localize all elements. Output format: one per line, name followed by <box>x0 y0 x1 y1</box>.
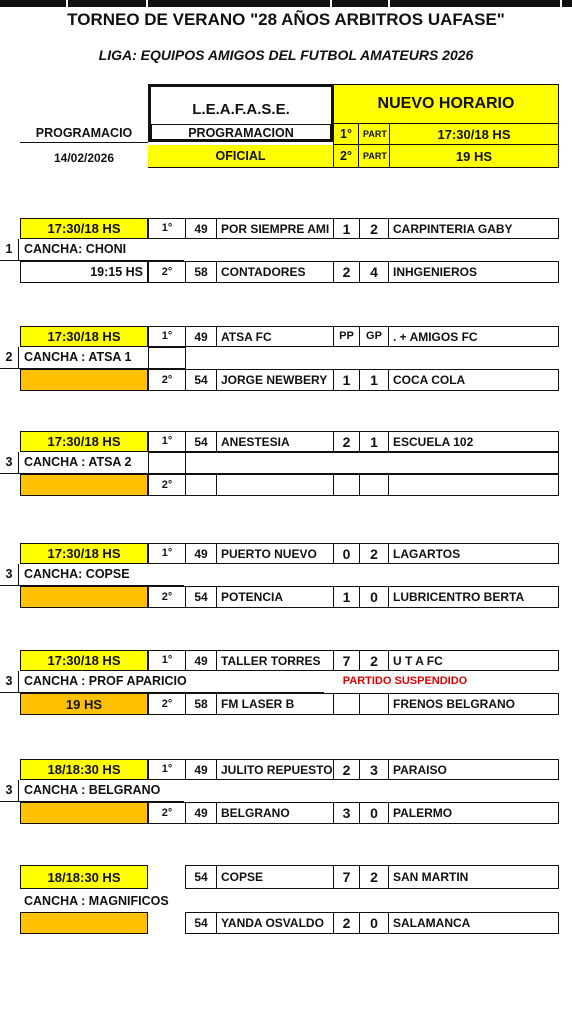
empty-cell <box>148 347 186 369</box>
cancha-name: CANCHA : MAGNIFICOS <box>24 894 169 909</box>
second-time: 19 HS <box>20 693 148 715</box>
page-title: TORNEO DE VERANO "28 AÑOS ARBITROS UAFASE" <box>67 10 505 29</box>
home-team <box>216 474 334 496</box>
home-score: 2 <box>333 261 360 283</box>
home-score: 2 <box>333 912 360 934</box>
match-order: 2° <box>148 474 186 496</box>
match-order: 2° <box>148 802 186 824</box>
block-number: 3 <box>5 455 13 470</box>
page-subtitle: LIGA: EQUIPOS AMIGOS DEL FUTBOL AMATEURS 2026 <box>98 47 474 63</box>
match-category: 58 <box>185 261 217 283</box>
block-number: 2 <box>5 350 13 365</box>
home-team: BELGRANO <box>216 802 334 824</box>
away-score: 3 <box>359 759 389 780</box>
home-team: TALLER TORRES <box>216 650 334 671</box>
match-category: 54 <box>185 912 217 934</box>
match-category: 58 <box>185 693 217 715</box>
empty-cell <box>185 452 559 474</box>
cancha-name: CANCHA: CHONI <box>24 242 127 257</box>
match-order: 1° <box>148 650 186 671</box>
home-score: 7 <box>333 865 360 889</box>
cancha-name: CANCHA: COPSE <box>24 567 130 582</box>
header-part-2: PART <box>358 144 390 168</box>
away-score: 0 <box>359 912 389 934</box>
header-second-time: 19 HS <box>389 144 559 168</box>
cancha-name: CANCHA : ATSA 2 <box>24 455 132 470</box>
match-category: 54 <box>185 431 217 452</box>
block-time: 18/18:30 HS <box>20 759 148 780</box>
home-team: FM LASER B <box>216 693 334 715</box>
match-order: 1° <box>148 218 186 239</box>
cancha-name: CANCHA : PROF APARICIO <box>24 674 187 689</box>
away-score <box>359 693 389 715</box>
home-team: POR SIEMPRE AMI <box>216 218 334 239</box>
second-time <box>20 369 148 391</box>
top-bar <box>0 0 572 7</box>
away-score: 1 <box>359 431 389 452</box>
away-team: FRENOS BELGRANO <box>388 693 559 715</box>
second-time <box>20 474 148 496</box>
cancha-name: CANCHA : ATSA 1 <box>24 350 132 365</box>
block-number: 3 <box>5 674 13 689</box>
home-score: 0 <box>333 543 360 564</box>
match-category: 54 <box>185 586 217 608</box>
away-team: LUBRICENTRO BERTA <box>388 586 559 608</box>
match-category: 49 <box>185 802 217 824</box>
block-time: 17:30/18 HS <box>20 326 148 347</box>
away-team: CARPINTERIA GABY <box>388 218 559 239</box>
match-order: 2° <box>148 261 186 283</box>
block-time: 18/18:30 HS <box>20 865 148 889</box>
second-time <box>20 912 148 934</box>
away-team: . + AMIGOS FC <box>388 326 559 347</box>
cancha-note: PARTIDO SUSPENDIDO <box>342 675 468 687</box>
home-team: ANESTESIA <box>216 431 334 452</box>
block-time: 17:30/18 HS <box>20 431 148 452</box>
away-score: 1 <box>359 369 389 391</box>
second-time <box>20 586 148 608</box>
home-score: 3 <box>333 802 360 824</box>
match-order: 2° <box>148 693 186 715</box>
header-first-time: 17:30/18 HS <box>389 123 559 145</box>
home-team: JULITO REPUESTO <box>216 759 334 780</box>
header-second-ord: 2° <box>333 144 359 168</box>
away-score: 0 <box>359 802 389 824</box>
match-category <box>185 474 217 496</box>
away-score: 2 <box>359 543 389 564</box>
away-score: 0 <box>359 586 389 608</box>
away-team: SALAMANCA <box>388 912 559 934</box>
programacion-left: PROGRAMACIO <box>35 125 133 140</box>
oficial-label: OFICIAL <box>148 145 334 168</box>
away-score: 2 <box>359 218 389 239</box>
match-category: 49 <box>185 650 217 671</box>
home-score <box>333 693 360 715</box>
home-team: PUERTO NUEVO <box>216 543 334 564</box>
block-time: 17:30/18 HS <box>20 218 148 239</box>
second-time <box>20 802 148 824</box>
away-team: U T A FC <box>388 650 559 671</box>
match-category: 54 <box>185 369 217 391</box>
match-category: 49 <box>185 543 217 564</box>
away-score: 4 <box>359 261 389 283</box>
match-category: 49 <box>185 218 217 239</box>
empty-cell <box>148 452 186 474</box>
home-team: COPSE <box>216 865 334 889</box>
match-category: 49 <box>185 326 217 347</box>
match-order: 1° <box>148 759 186 780</box>
block-number: 1 <box>5 242 13 257</box>
org-name: L.E.A.F.A.S.E. <box>192 100 290 118</box>
away-team: SAN MARTIN <box>388 865 559 889</box>
away-team: ESCUELA 102 <box>388 431 559 452</box>
match-order: 1° <box>148 431 186 452</box>
home-team: POTENCIA <box>216 586 334 608</box>
second-time: 19:15 HS <box>20 261 148 283</box>
home-team: CONTADORES <box>216 261 334 283</box>
header-first-ord: 1° <box>333 123 359 145</box>
match-order: 2° <box>148 369 186 391</box>
header-date: 14/02/2026 <box>53 151 115 165</box>
away-team <box>388 474 559 496</box>
home-score <box>333 474 360 496</box>
match-category: 54 <box>185 865 217 889</box>
block-number: 3 <box>5 567 13 582</box>
header-part-1: PART <box>358 123 390 145</box>
home-team: ATSA FC <box>216 326 334 347</box>
away-score: 2 <box>359 650 389 671</box>
home-score: 2 <box>333 759 360 780</box>
match-order: 1° <box>148 326 186 347</box>
away-score: GP <box>359 326 389 347</box>
home-score: 1 <box>333 369 360 391</box>
home-score: 7 <box>333 650 360 671</box>
away-team: COCA COLA <box>388 369 559 391</box>
away-team: PARAISO <box>388 759 559 780</box>
match-category: 49 <box>185 759 217 780</box>
away-team: LAGARTOS <box>388 543 559 564</box>
nuevo-horario: NUEVO HORARIO <box>333 84 559 124</box>
block-time: 17:30/18 HS <box>20 543 148 564</box>
away-score: 2 <box>359 865 389 889</box>
match-order: 2° <box>148 586 186 608</box>
home-team: JORGE NEWBERY <box>216 369 334 391</box>
away-team: INHGENIEROS <box>388 261 559 283</box>
block-time: 17:30/18 HS <box>20 650 148 671</box>
away-score <box>359 474 389 496</box>
match-order: 1° <box>148 543 186 564</box>
programacion-mid: PROGRAMACION <box>151 124 331 142</box>
home-team: YANDA OSVALDO <box>216 912 334 934</box>
away-team: PALERMO <box>388 802 559 824</box>
home-score: 1 <box>333 586 360 608</box>
home-score: 2 <box>333 431 360 452</box>
cancha-name: CANCHA : BELGRANO <box>24 783 161 798</box>
home-score: PP <box>333 326 360 347</box>
block-number: 3 <box>5 783 13 798</box>
home-score: 1 <box>333 218 360 239</box>
